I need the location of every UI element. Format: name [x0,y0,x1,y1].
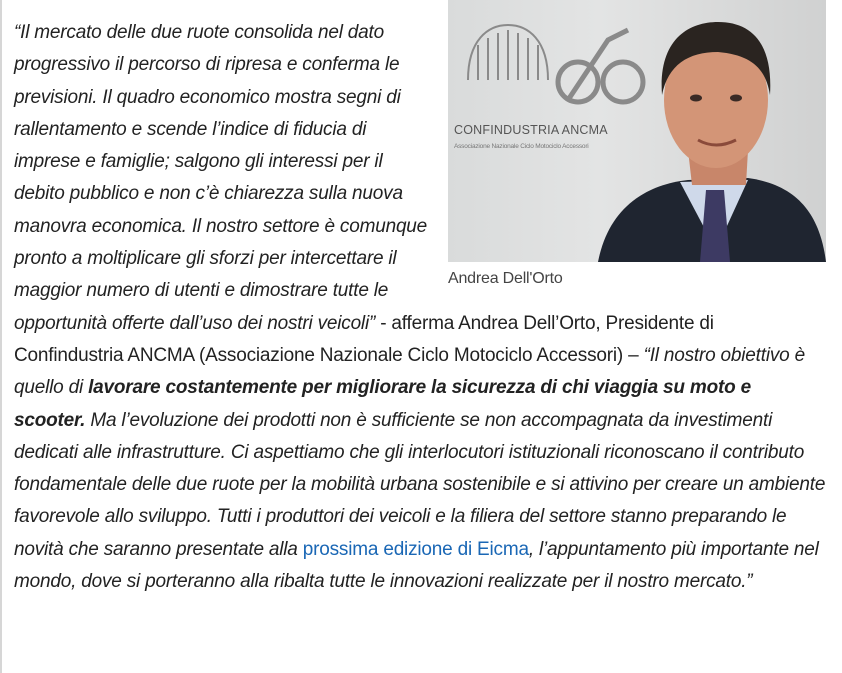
logo-brand-text: CONFINDUSTRIA ANCMA [454,123,608,137]
attribution-text: - afferma Andrea Dell’Orto, Presidente di Confindustria ANCMA (Associazione Nazionale Ciclo Motociclo Accessori) – [14,312,714,366]
ancma-logo-icon [558,30,643,102]
confindustria-logo-icon [468,25,548,80]
article-body [14,17,826,598]
quote-part-2: “Il nostro obiettivo è quello di [14,344,805,399]
quote-part-1: “Il mercato delle due ruote consolida nel dato progressivo il percorso di ripresa e conferma le previsioni. Il quadro economico mostra segni di rallentamento e scende l’indice di fiducia di imprese e famiglie; salgono gli interessi per il debito pubblico e non c’è chiarezza sulla nuova manovra economica. Il nostro settore è comunque pronto a moltiplicare gli sforzi per intercettare il maggior numero di utenti e dimostrare tutte le opportunità offerte dall’uso dei nostri veicoli” [14,22,428,334]
eicma-link[interactable]: prossima edizione di Eicma [302,538,529,560]
photo-caption: Andrea Dell'Orto [448,270,563,287]
quote-part-4: , l’appuntamento più importante nel mondo, dove si porteranno alla ribalta tutte le innovazioni realizzate per il nostro mercato.” [14,538,819,593]
left-border [0,0,2,673]
photo-figure [448,0,826,290]
bold-highlight: lavorare costantemente per migliorare la sicurezza di chi viaggia su moto e scooter. [14,377,751,431]
logo-subtitle-text: Associazione Nazionale Ciclo Motociclo Accessori [454,143,589,150]
portrait-photo [448,0,826,262]
quote-part-3: Ma l’evoluzione dei prodotti non è sufficiente se non accompagnata da investimenti dedicati alle infrastrutture. Ci aspettiamo che gli interlocutori istituzionali riconoscano il contributo fondamentale delle due ruote per la mobilità urbana sostenibile e si attivino per creare un ambiente favorevole allo sviluppo. Tutti i produttori dei veicoli e la filiera del settore stanno preparando le novità che saranno presentate alla [14,409,826,560]
